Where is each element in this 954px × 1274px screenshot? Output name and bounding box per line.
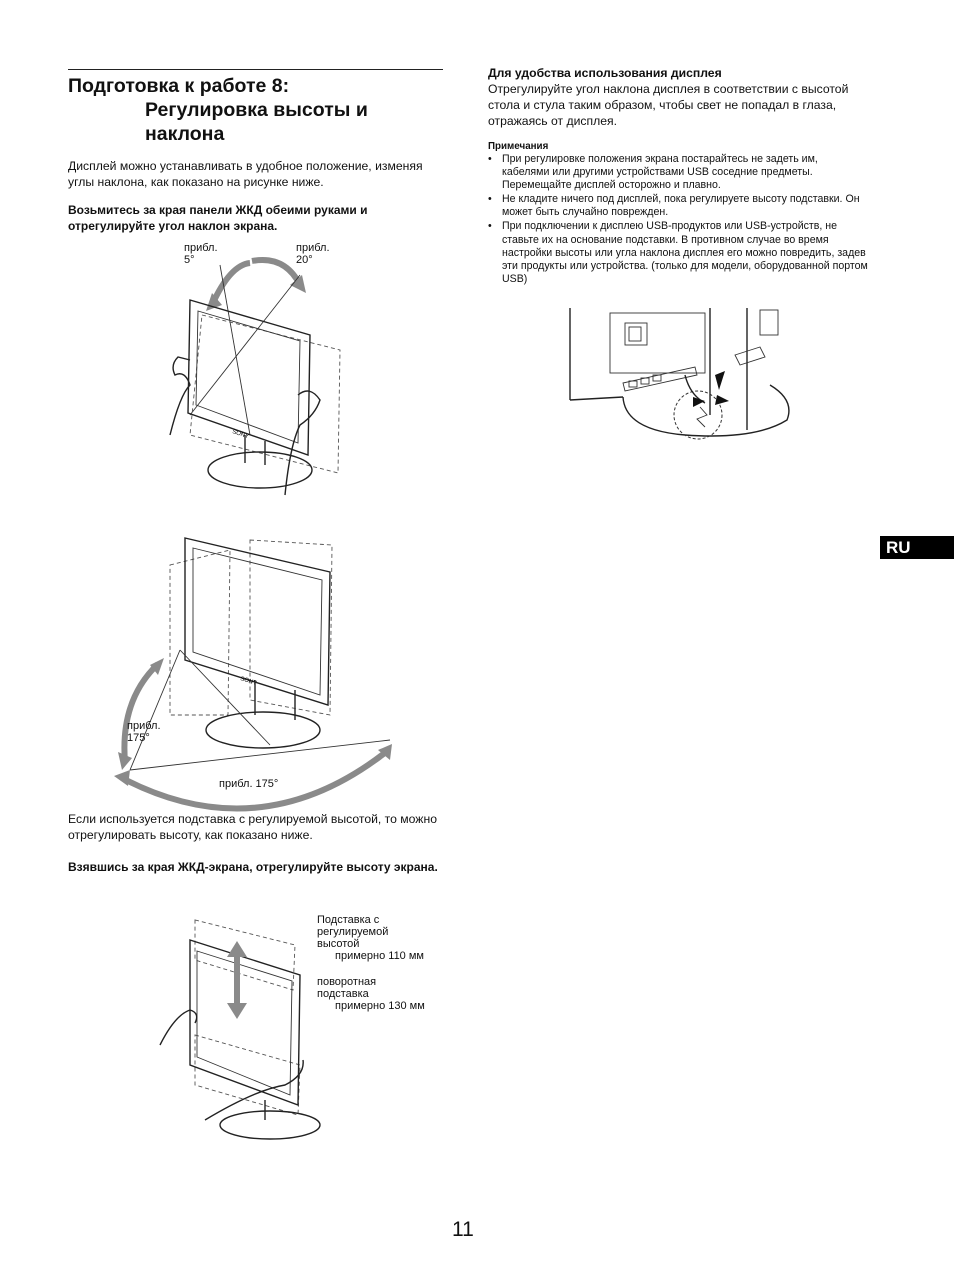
swivel-monitor-screen — [193, 548, 322, 695]
swivel-monitor-frame — [185, 538, 330, 705]
swivel-brand-label: SONY — [239, 676, 258, 687]
list-item: • Не кладите ничего под дисплей, пока регулируете высоту подставки. Он может быть случайно поврежден. — [488, 193, 868, 219]
usb-arrow-1 — [715, 371, 725, 390]
tilt-left-hand — [170, 357, 190, 435]
height-label-a-3: высотой — [317, 938, 360, 950]
title-line-2: Регулировка высоты и — [145, 99, 368, 121]
tilt-arc-right — [252, 260, 300, 285]
height-label-b-3: примерно 130 мм — [335, 1000, 425, 1012]
height-label-b — [317, 976, 425, 1012]
height-arrow-up — [227, 941, 247, 957]
tilt-guide-2 — [190, 275, 300, 415]
title-rule — [68, 69, 443, 70]
usb-illustration — [565, 305, 795, 445]
tilt-stand-base — [208, 452, 312, 488]
height-intro: Если используется подставка с регулируемой высотой, то можно отрегулировать высоту, как показано ниже. — [68, 812, 437, 842]
tilt-label-right-1: прибл. — [296, 242, 330, 254]
tilt-instruction: Возьмитесь за края панели ЖКД обеими руками и отрегулируйте угол наклон экрана. — [68, 203, 368, 233]
usb-spark — [697, 407, 707, 427]
title-line-1: Подготовка к работе 8: — [68, 75, 290, 97]
usb-switch — [629, 327, 641, 341]
notes-heading: Примечания — [488, 141, 549, 152]
tilt-right-hand — [285, 391, 320, 495]
list-item: • При регулировке положения экрана постарайтесь не задеть им, кабелями или другими устройствами USB соседние предметы. Перемещайте дисплей осторожно и плавно. — [488, 153, 868, 192]
page-title — [68, 74, 368, 146]
usb-port-1 — [629, 381, 637, 387]
usb-switch-box — [625, 323, 647, 345]
tilt-guide-1 — [220, 265, 250, 435]
swivel-arrow-bottom-left — [114, 770, 130, 786]
page-number: 11 — [452, 1218, 474, 1241]
usb-plug — [735, 347, 765, 365]
swivel-guide-2 — [130, 740, 390, 770]
tilt-label-left-1: прибл. — [184, 242, 218, 254]
intro-paragraph: Дисплей можно устанавливать в удобное положение, изменяя углы наклона, как показано на рисунке ниже. — [68, 159, 423, 189]
notes-list — [488, 153, 868, 287]
swivel-label-bottom: прибл. 175° — [219, 778, 279, 790]
height-illustration — [155, 915, 325, 1145]
height-stand-base — [220, 1111, 320, 1139]
height-label-b-2: подставка — [317, 988, 369, 1000]
swivel-guide-3 — [180, 650, 270, 745]
usb-side-clip — [760, 310, 778, 335]
height-arrow-down — [227, 1003, 247, 1019]
tilt-label-right-2: 20° — [296, 254, 313, 266]
tilt-brand-label: SONY — [231, 429, 250, 441]
swivel-arc-left — [124, 664, 158, 762]
height-label-a-2: регулируемой — [317, 926, 389, 938]
swivel-ghost-left — [170, 550, 230, 715]
usb-panel — [610, 313, 705, 373]
height-left-hand — [160, 1010, 197, 1045]
height-label-a — [317, 914, 424, 962]
usb-arrow-2 — [715, 395, 729, 405]
right-paragraph: Отрегулируйте угол наклона дисплея в соответствии с высотой стола и стула таким образом, чтобы свет не попадал в глаза, отражаясь от дисплея. — [488, 82, 849, 128]
height-label-a-1: Подставка с — [317, 914, 380, 926]
height-label-b-1: поворотная — [317, 976, 377, 988]
height-monitor-frame — [190, 940, 300, 1105]
swivel-label-left-2: 175° — [127, 732, 150, 744]
right-heading: Для удобства использования дисплея — [488, 66, 722, 80]
height-ghost-bottom — [195, 1035, 300, 1115]
swivel-label-left-1: прибл. — [127, 720, 161, 732]
tilt-label-left-2: 5° — [184, 254, 195, 266]
usb-monitor-bottom — [570, 397, 623, 400]
swivel-label-left — [127, 720, 161, 744]
swivel-stand-base — [206, 712, 320, 748]
tilt-arc-left — [212, 263, 250, 305]
height-instruction: Взявшись за края ЖКД-экрана, отрегулируйте высоту экрана. — [68, 860, 438, 874]
title-line-3: наклона — [145, 123, 225, 145]
tilt-illustration — [150, 245, 370, 505]
list-item: • При подключении к дисплею USB-продуктов или USB-устройств, не ставьте их на основание подставки. В противном случае во время настройки высоты или угла наклона дисплея его можно повредить, задев эти продукты или устройства. (только для модели, оборудованной портом USB) — [488, 220, 868, 285]
language-tab: RU — [880, 536, 954, 559]
swivel-illustration — [100, 530, 400, 810]
height-label-a-4: примерно 110 мм — [335, 950, 424, 962]
